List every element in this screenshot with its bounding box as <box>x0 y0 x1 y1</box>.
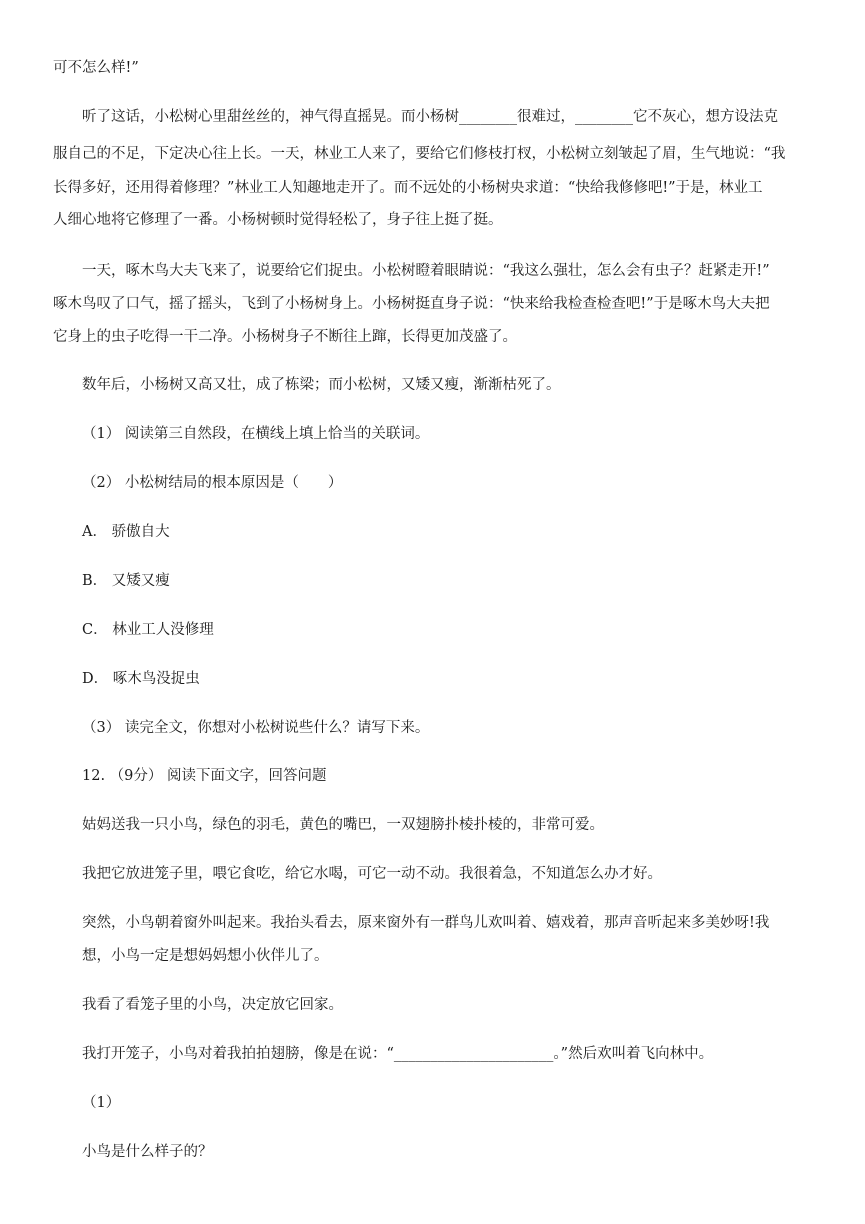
text-line: 我打开笼子，小鸟对着我拍拍翅膀，像是在说：“______________________。”然后欢叫着飞向林中。 <box>82 1046 714 1062</box>
option-c[interactable]: C． 林业工人没修理 <box>82 622 214 638</box>
option-b[interactable]: B． 又矮又瘦 <box>82 573 170 589</box>
text-line: 一天，啄木鸟大夫飞来了，说要给它们捉虫。小松树瞪着眼睛说：“我这么强壮，怎么会有虫子？赶紧走开!” <box>82 263 770 279</box>
question-1: （1） 阅读第三自然段，在横线上填上恰当的关联词。 <box>82 426 430 442</box>
text-line: 我看了看笼子里的小鸟，决定放它回家。 <box>82 997 343 1013</box>
sub-question-1-text: 小鸟是什么样子的？ <box>82 1144 213 1160</box>
text-line: 可不怎么样!” <box>53 60 139 76</box>
text-line: 数年后，小杨树又高又壮，成了栋梁；而小松树，又矮又瘦，渐渐枯死了。 <box>82 377 561 393</box>
text-line: 长得多好，还用得着修理？”林业工人知趣地走开了。而不远处的小杨树央求道：“快给我修修吧!”于是，林业工 <box>53 180 763 196</box>
option-a[interactable]: A． 骄傲自大 <box>82 524 170 540</box>
text-line: 啄木鸟叹了口气，摇了摇头，飞到了小杨树身上。小杨树挺直身子说：“快来给我检查检查吧!”于是啄木鸟大夫把 <box>53 296 770 312</box>
text-line: 它身上的虫子吃得一干二净。小杨树身子不断往上蹿，长得更加茂盛了。 <box>53 329 517 345</box>
text-line: 服自己的不足，下定决心往上长。一天，林业工人来了，要给它们修枝打杈，小松树立刻皱起了眉，生气地说：“我 <box>53 146 786 162</box>
question-12-heading: 12. （9分） 阅读下面文字，回答问题 <box>82 768 327 784</box>
text-line: 姑妈送我一只小鸟，绿色的羽毛，黄色的嘴巴，一双翅膀扑棱扑棱的，非常可爱。 <box>82 817 604 833</box>
question-3: （3） 读完全文，你想对小松树说些什么？请写下来。 <box>82 720 430 736</box>
text-line: 人细心地将它修理了一番。小杨树顿时觉得轻松了，身子往上挺了挺。 <box>53 212 503 228</box>
option-d[interactable]: D． 啄木鸟没捉虫 <box>82 671 200 687</box>
text-line: 突然，小鸟朝着窗外叫起来。我抬头看去，原来窗外有一群鸟儿欢叫着、嬉戏着，那声音听起来多美妙呀!我 <box>82 915 770 931</box>
question-2: （2） 小松树结局的根本原因是（ ） <box>82 475 343 491</box>
text-line: 听了这话，小松树心里甜丝丝的，神气得直摇晃。而小杨树________很难过，________它不灰心，想方设法克 <box>82 109 778 125</box>
sub-question-1: （1） <box>82 1095 121 1111</box>
text-line: 想，小鸟一定是想妈妈想小伙伴儿了。 <box>82 948 329 964</box>
text-line: 我把它放进笼子里，喂它食吃，给它水喝，可它一动不动。我很着急，不知道怎么办才好。 <box>82 866 662 882</box>
